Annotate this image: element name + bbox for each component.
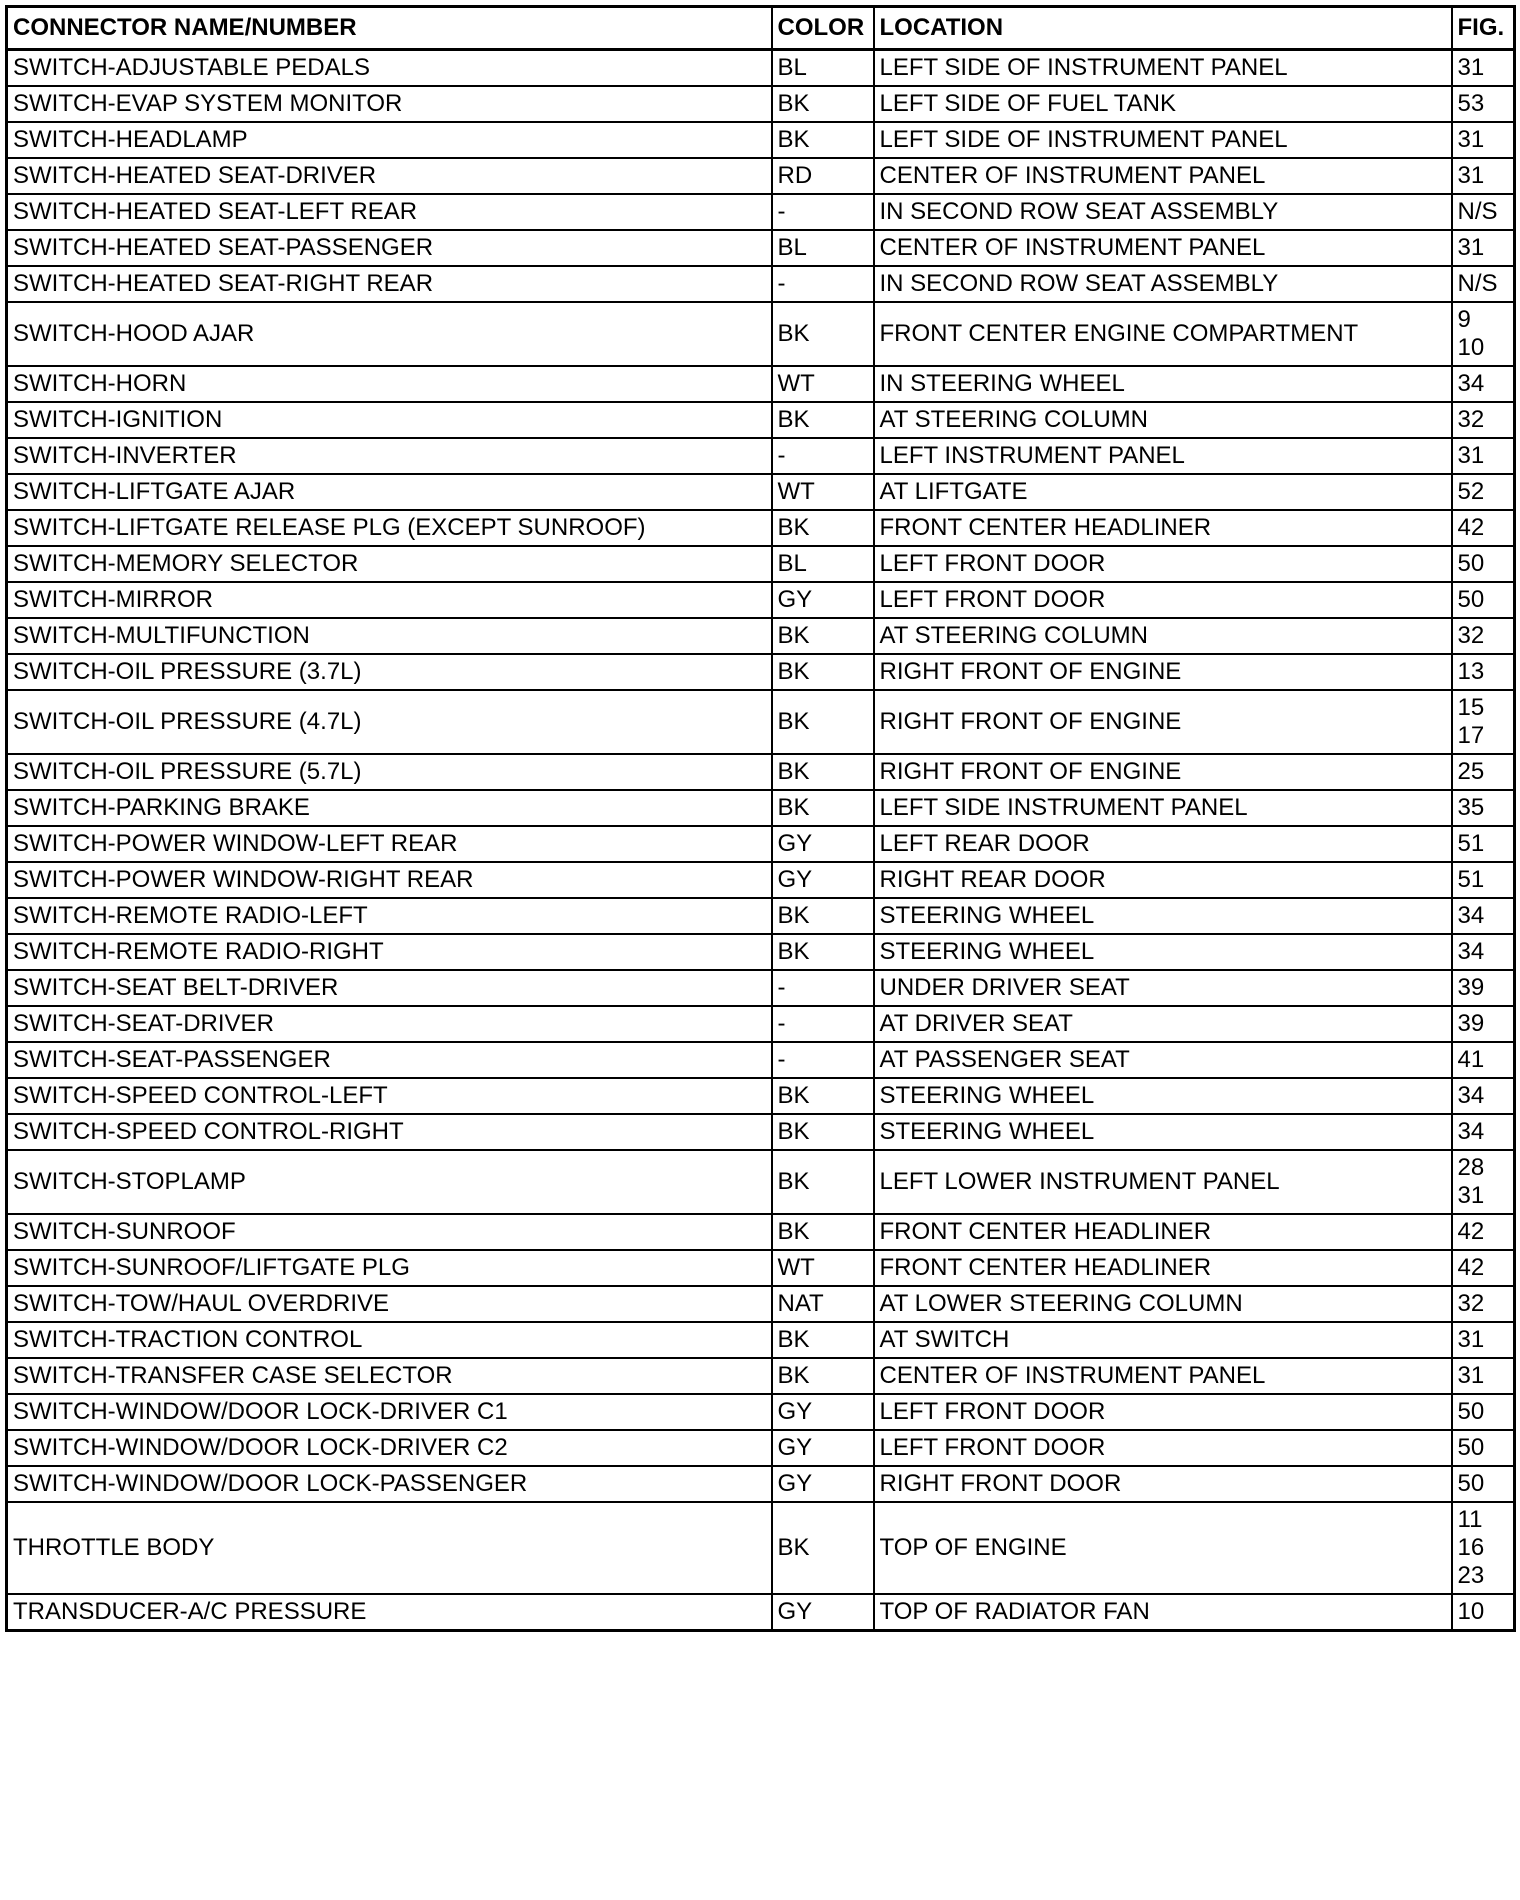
table-row: [7, 1358, 1515, 1394]
fig-number: 31: [1457, 234, 1485, 261]
cell-color: BK: [772, 1150, 874, 1214]
cell-connector-name: SWITCH-SPEED CONTROL-LEFT: [7, 1078, 772, 1114]
table-row: [7, 1394, 1515, 1430]
table-row: [7, 438, 1515, 474]
table-row: [7, 690, 1515, 754]
cell-color: WT: [772, 474, 874, 510]
table-row: [7, 1594, 1515, 1631]
cell-fig: [1452, 1466, 1515, 1502]
cell-connector-name: THROTTLE BODY: [7, 1502, 772, 1594]
cell-color: BL: [772, 546, 874, 582]
cell-color: BK: [772, 754, 874, 790]
cell-location: RIGHT FRONT OF ENGINE: [874, 690, 1452, 754]
fig-number: 28: [1457, 1154, 1485, 1181]
cell-location: LEFT SIDE OF INSTRUMENT PANEL: [874, 122, 1452, 158]
table-row: [7, 1042, 1515, 1078]
cell-location: FRONT CENTER HEADLINER: [874, 1214, 1452, 1250]
fig-number: 32: [1457, 406, 1485, 433]
table-row: [7, 474, 1515, 510]
cell-connector-name: SWITCH-LIFTGATE AJAR: [7, 474, 772, 510]
fig-number: 31: [1457, 1326, 1485, 1353]
table-row: [7, 122, 1515, 158]
table-row: [7, 1430, 1515, 1466]
fig-number: 13: [1457, 658, 1485, 685]
cell-fig: [1452, 1006, 1515, 1042]
fig-number: 10: [1457, 334, 1485, 361]
fig-number: 34: [1457, 1118, 1485, 1145]
fig-number: 39: [1457, 1010, 1485, 1037]
cell-color: BK: [772, 1214, 874, 1250]
cell-connector-name: SWITCH-POWER WINDOW-RIGHT REAR: [7, 862, 772, 898]
cell-connector-name: SWITCH-SUNROOF: [7, 1214, 772, 1250]
header-location: LOCATION: [874, 7, 1452, 50]
cell-connector-name: SWITCH-LIFTGATE RELEASE PLG (EXCEPT SUNROOF): [7, 510, 772, 546]
cell-fig: [1452, 690, 1515, 754]
cell-location: LEFT FRONT DOOR: [874, 582, 1452, 618]
cell-color: GY: [772, 1466, 874, 1502]
cell-location: IN SECOND ROW SEAT ASSEMBLY: [874, 194, 1452, 230]
cell-fig: [1452, 402, 1515, 438]
table-row: [7, 302, 1515, 366]
cell-connector-name: SWITCH-HEATED SEAT-RIGHT REAR: [7, 266, 772, 302]
cell-color: GY: [772, 826, 874, 862]
fig-number: 34: [1457, 938, 1485, 965]
cell-connector-name: SWITCH-HEATED SEAT-LEFT REAR: [7, 194, 772, 230]
cell-color: -: [772, 1006, 874, 1042]
cell-location: TOP OF RADIATOR FAN: [874, 1594, 1452, 1631]
cell-connector-name: SWITCH-MIRROR: [7, 582, 772, 618]
cell-connector-name: SWITCH-TRANSFER CASE SELECTOR: [7, 1358, 772, 1394]
fig-number: 17: [1457, 722, 1485, 749]
cell-connector-name: SWITCH-REMOTE RADIO-LEFT: [7, 898, 772, 934]
table-row: [7, 230, 1515, 266]
cell-fig: [1452, 1430, 1515, 1466]
cell-fig: [1452, 438, 1515, 474]
table-row: [7, 1250, 1515, 1286]
fig-number: 52: [1457, 478, 1485, 505]
cell-location: FRONT CENTER HEADLINER: [874, 1250, 1452, 1286]
cell-connector-name: SWITCH-TRACTION CONTROL: [7, 1322, 772, 1358]
table-header: [7, 7, 1515, 50]
fig-number: 35: [1457, 794, 1485, 821]
cell-color: GY: [772, 1394, 874, 1430]
cell-location: CENTER OF INSTRUMENT PANEL: [874, 158, 1452, 194]
cell-connector-name: SWITCH-MEMORY SELECTOR: [7, 546, 772, 582]
fig-number: 50: [1457, 1434, 1485, 1461]
cell-fig: [1452, 194, 1515, 230]
cell-color: BK: [772, 654, 874, 690]
cell-connector-name: SWITCH-SEAT BELT-DRIVER: [7, 970, 772, 1006]
table-row: [7, 1114, 1515, 1150]
cell-connector-name: SWITCH-SEAT-PASSENGER: [7, 1042, 772, 1078]
cell-fig: [1452, 1150, 1515, 1214]
fig-number: 39: [1457, 974, 1485, 1001]
cell-color: BK: [772, 618, 874, 654]
fig-number: 50: [1457, 1398, 1485, 1425]
cell-connector-name: SWITCH-SPEED CONTROL-RIGHT: [7, 1114, 772, 1150]
cell-fig: [1452, 1078, 1515, 1114]
cell-location: UNDER DRIVER SEAT: [874, 970, 1452, 1006]
cell-connector-name: SWITCH-WINDOW/DOOR LOCK-PASSENGER: [7, 1466, 772, 1502]
table-row: [7, 618, 1515, 654]
fig-number: 50: [1457, 586, 1485, 613]
fig-number: N/S: [1457, 270, 1498, 297]
cell-location: LEFT FRONT DOOR: [874, 1394, 1452, 1430]
cell-color: -: [772, 1042, 874, 1078]
fig-number: 51: [1457, 866, 1485, 893]
table-row: [7, 158, 1515, 194]
cell-fig: [1452, 86, 1515, 122]
cell-fig: [1452, 1214, 1515, 1250]
cell-connector-name: SWITCH-TOW/HAUL OVERDRIVE: [7, 1286, 772, 1322]
header-fig: FIG.: [1452, 7, 1515, 50]
table-row: [7, 754, 1515, 790]
table-row: [7, 50, 1515, 87]
cell-fig: [1452, 934, 1515, 970]
fig-number: 9: [1457, 306, 1471, 333]
cell-fig: [1452, 898, 1515, 934]
table-row: [7, 970, 1515, 1006]
table-row: [7, 826, 1515, 862]
cell-connector-name: SWITCH-HEATED SEAT-DRIVER: [7, 158, 772, 194]
cell-fig: [1452, 582, 1515, 618]
cell-connector-name: SWITCH-OIL PRESSURE (3.7L): [7, 654, 772, 690]
cell-connector-name: SWITCH-SUNROOF/LIFTGATE PLG: [7, 1250, 772, 1286]
cell-connector-name: SWITCH-SEAT-DRIVER: [7, 1006, 772, 1042]
cell-location: STEERING WHEEL: [874, 934, 1452, 970]
cell-color: GY: [772, 1430, 874, 1466]
cell-color: BK: [772, 690, 874, 754]
cell-connector-name: SWITCH-MULTIFUNCTION: [7, 618, 772, 654]
fig-number: 11: [1457, 1506, 1483, 1533]
cell-location: RIGHT FRONT OF ENGINE: [874, 754, 1452, 790]
cell-color: BK: [772, 302, 874, 366]
cell-fig: [1452, 826, 1515, 862]
cell-fig: [1452, 862, 1515, 898]
table-row: [7, 1006, 1515, 1042]
cell-location: TOP OF ENGINE: [874, 1502, 1452, 1594]
cell-color: BK: [772, 1078, 874, 1114]
fig-number: 16: [1457, 1534, 1485, 1561]
fig-number: 41: [1457, 1046, 1485, 1073]
cell-location: LEFT SIDE OF INSTRUMENT PANEL: [874, 50, 1452, 87]
cell-location: LEFT FRONT DOOR: [874, 546, 1452, 582]
cell-color: NAT: [772, 1286, 874, 1322]
table-row: [7, 654, 1515, 690]
connector-table: [5, 5, 1516, 1632]
cell-location: AT PASSENGER SEAT: [874, 1042, 1452, 1078]
cell-connector-name: SWITCH-INVERTER: [7, 438, 772, 474]
cell-connector-name: SWITCH-ADJUSTABLE PEDALS: [7, 50, 772, 87]
fig-number: 34: [1457, 902, 1485, 929]
fig-number: 34: [1457, 1082, 1485, 1109]
table-row: [7, 546, 1515, 582]
cell-location: FRONT CENTER HEADLINER: [874, 510, 1452, 546]
cell-color: BK: [772, 1322, 874, 1358]
cell-connector-name: SWITCH-HEADLAMP: [7, 122, 772, 158]
cell-location: CENTER OF INSTRUMENT PANEL: [874, 230, 1452, 266]
fig-number: 32: [1457, 622, 1485, 649]
cell-location: LEFT REAR DOOR: [874, 826, 1452, 862]
cell-color: BK: [772, 122, 874, 158]
cell-color: BK: [772, 790, 874, 826]
fig-number: 51: [1457, 830, 1485, 857]
table-row: [7, 402, 1515, 438]
fig-number: 15: [1457, 694, 1485, 721]
cell-fig: [1452, 1250, 1515, 1286]
cell-fig: [1452, 1358, 1515, 1394]
fig-number: 31: [1457, 162, 1485, 189]
cell-color: GY: [772, 1594, 874, 1631]
cell-fig: [1452, 1322, 1515, 1358]
fig-number: 25: [1457, 758, 1485, 785]
fig-number: 53: [1457, 90, 1485, 117]
cell-fig: [1452, 50, 1515, 87]
cell-connector-name: SWITCH-HOOD AJAR: [7, 302, 772, 366]
cell-fig: [1452, 266, 1515, 302]
cell-location: AT DRIVER SEAT: [874, 1006, 1452, 1042]
fig-number: 42: [1457, 1254, 1485, 1281]
cell-connector-name: SWITCH-HORN: [7, 366, 772, 402]
cell-fig: [1452, 1594, 1515, 1631]
cell-location: FRONT CENTER ENGINE COMPARTMENT: [874, 302, 1452, 366]
fig-number: 31: [1457, 1182, 1485, 1209]
cell-fig: [1452, 654, 1515, 690]
cell-color: BL: [772, 50, 874, 87]
cell-connector-name: SWITCH-WINDOW/DOOR LOCK-DRIVER C2: [7, 1430, 772, 1466]
cell-color: -: [772, 194, 874, 230]
cell-connector-name: TRANSDUCER-A/C PRESSURE: [7, 1594, 772, 1631]
cell-location: CENTER OF INSTRUMENT PANEL: [874, 1358, 1452, 1394]
cell-location: AT STEERING COLUMN: [874, 618, 1452, 654]
cell-location: AT LIFTGATE: [874, 474, 1452, 510]
cell-location: STEERING WHEEL: [874, 1078, 1452, 1114]
cell-location: IN SECOND ROW SEAT ASSEMBLY: [874, 266, 1452, 302]
cell-color: WT: [772, 1250, 874, 1286]
cell-connector-name: SWITCH-HEATED SEAT-PASSENGER: [7, 230, 772, 266]
cell-color: -: [772, 438, 874, 474]
cell-fig: [1452, 970, 1515, 1006]
cell-fig: [1452, 1042, 1515, 1078]
cell-fig: [1452, 618, 1515, 654]
cell-fig: [1452, 790, 1515, 826]
table-row: [7, 1150, 1515, 1214]
cell-fig: [1452, 1286, 1515, 1322]
cell-color: BK: [772, 898, 874, 934]
cell-connector-name: SWITCH-REMOTE RADIO-RIGHT: [7, 934, 772, 970]
table-row: [7, 790, 1515, 826]
cell-fig: [1452, 1394, 1515, 1430]
cell-fig: [1452, 510, 1515, 546]
cell-connector-name: SWITCH-STOPLAMP: [7, 1150, 772, 1214]
table-row: [7, 1078, 1515, 1114]
table-row: [7, 1214, 1515, 1250]
cell-location: LEFT SIDE INSTRUMENT PANEL: [874, 790, 1452, 826]
cell-location: LEFT SIDE OF FUEL TANK: [874, 86, 1452, 122]
table-row: [7, 862, 1515, 898]
header-row: [7, 7, 1515, 50]
cell-color: BK: [772, 1502, 874, 1594]
cell-color: BK: [772, 1358, 874, 1394]
table-row: [7, 366, 1515, 402]
cell-color: BK: [772, 934, 874, 970]
fig-number: 42: [1457, 514, 1485, 541]
cell-fig: [1452, 474, 1515, 510]
cell-fig: [1452, 230, 1515, 266]
header-color: COLOR: [772, 7, 874, 50]
cell-connector-name: SWITCH-POWER WINDOW-LEFT REAR: [7, 826, 772, 862]
fig-number: 31: [1457, 54, 1485, 81]
cell-location: RIGHT FRONT DOOR: [874, 1466, 1452, 1502]
table-row: [7, 510, 1515, 546]
cell-location: RIGHT FRONT OF ENGINE: [874, 654, 1452, 690]
cell-color: GY: [772, 582, 874, 618]
table-row: [7, 934, 1515, 970]
cell-location: LEFT LOWER INSTRUMENT PANEL: [874, 1150, 1452, 1214]
cell-connector-name: SWITCH-OIL PRESSURE (5.7L): [7, 754, 772, 790]
table-row: [7, 1286, 1515, 1322]
fig-number: 42: [1457, 1218, 1485, 1245]
table-row: [7, 266, 1515, 302]
cell-fig: [1452, 302, 1515, 366]
cell-fig: [1452, 1502, 1515, 1594]
cell-location: IN STEERING WHEEL: [874, 366, 1452, 402]
fig-number: 50: [1457, 1470, 1485, 1497]
table-row: [7, 1322, 1515, 1358]
fig-number: N/S: [1457, 198, 1498, 225]
cell-color: RD: [772, 158, 874, 194]
cell-fig: [1452, 366, 1515, 402]
fig-number: 10: [1457, 1598, 1485, 1625]
cell-location: AT SWITCH: [874, 1322, 1452, 1358]
cell-location: LEFT INSTRUMENT PANEL: [874, 438, 1452, 474]
cell-location: STEERING WHEEL: [874, 898, 1452, 934]
table-body: [7, 50, 1515, 1631]
fig-number: 31: [1457, 1362, 1485, 1389]
cell-connector-name: SWITCH-IGNITION: [7, 402, 772, 438]
table-row: [7, 898, 1515, 934]
table-row: [7, 1502, 1515, 1594]
cell-connector-name: SWITCH-OIL PRESSURE (4.7L): [7, 690, 772, 754]
cell-color: -: [772, 266, 874, 302]
table-row: [7, 86, 1515, 122]
cell-color: GY: [772, 862, 874, 898]
cell-color: BK: [772, 402, 874, 438]
cell-connector-name: SWITCH-EVAP SYSTEM MONITOR: [7, 86, 772, 122]
cell-location: RIGHT REAR DOOR: [874, 862, 1452, 898]
fig-number: 32: [1457, 1290, 1485, 1317]
fig-number: 34: [1457, 370, 1485, 397]
cell-fig: [1452, 754, 1515, 790]
table-row: [7, 1466, 1515, 1502]
cell-fig: [1452, 1114, 1515, 1150]
fig-number: 31: [1457, 126, 1485, 153]
header-connector-name: CONNECTOR NAME/NUMBER: [7, 7, 772, 50]
cell-connector-name: SWITCH-PARKING BRAKE: [7, 790, 772, 826]
cell-fig: [1452, 122, 1515, 158]
cell-color: BK: [772, 1114, 874, 1150]
cell-color: BK: [772, 510, 874, 546]
cell-color: BL: [772, 230, 874, 266]
fig-number: 23: [1457, 1562, 1485, 1589]
table-row: [7, 194, 1515, 230]
cell-color: -: [772, 970, 874, 1006]
cell-color: BK: [772, 86, 874, 122]
cell-location: AT LOWER STEERING COLUMN: [874, 1286, 1452, 1322]
cell-color: WT: [772, 366, 874, 402]
table-row: [7, 582, 1515, 618]
cell-fig: [1452, 158, 1515, 194]
fig-number: 31: [1457, 442, 1485, 469]
cell-location: AT STEERING COLUMN: [874, 402, 1452, 438]
cell-fig: [1452, 546, 1515, 582]
cell-location: LEFT FRONT DOOR: [874, 1430, 1452, 1466]
cell-location: STEERING WHEEL: [874, 1114, 1452, 1150]
fig-number: 50: [1457, 550, 1485, 577]
cell-connector-name: SWITCH-WINDOW/DOOR LOCK-DRIVER C1: [7, 1394, 772, 1430]
